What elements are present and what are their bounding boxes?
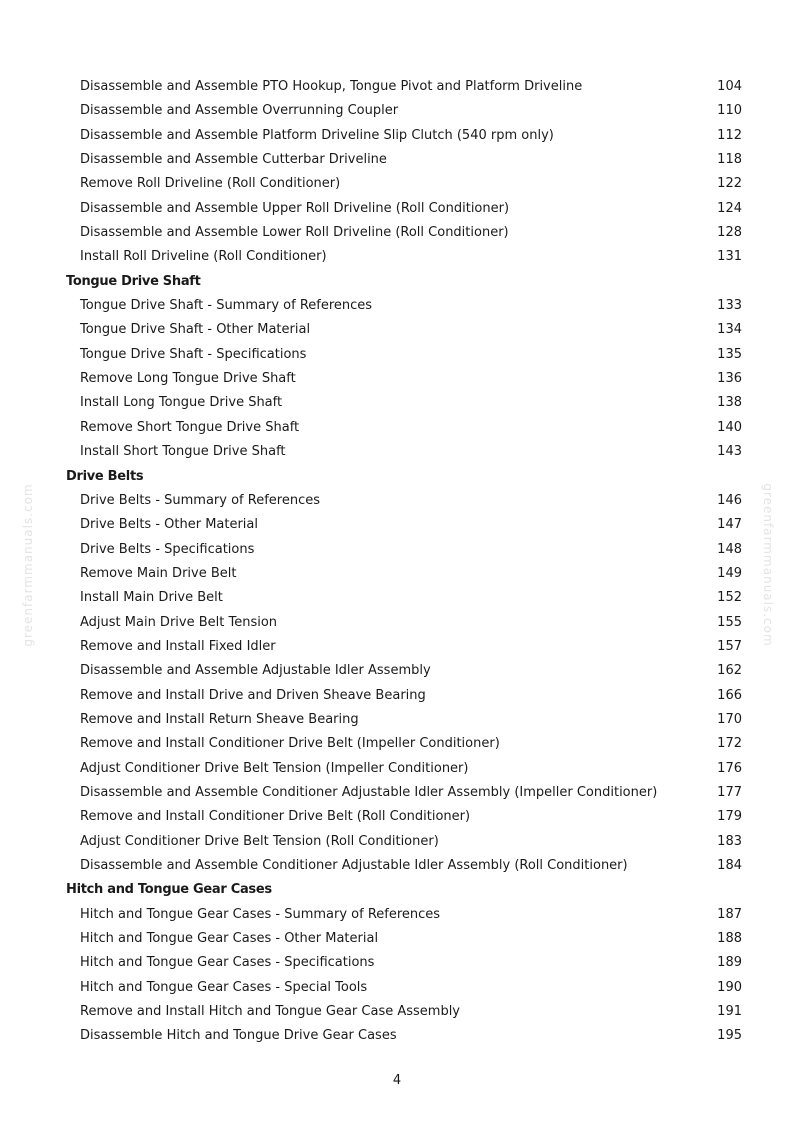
toc-entry[interactable] xyxy=(66,854,746,878)
toc-entry[interactable] xyxy=(66,99,746,123)
toc-entry-page: 134 xyxy=(717,322,742,338)
toc-section-heading[interactable] xyxy=(66,270,746,294)
toc-entry-title: Disassemble and Assemble Conditioner Adjustable Idler Assembly (Roll Conditioner) xyxy=(80,858,628,873)
toc-entry[interactable] xyxy=(66,148,746,172)
toc-entry-title: Remove and Install Conditioner Drive Belt (Impeller Conditioner) xyxy=(80,736,500,752)
toc-entry-title: Drive Belts - Specifications xyxy=(80,541,255,557)
toc-entry-title: Hitch and Tongue Gear Cases - Special Tools xyxy=(80,979,368,995)
toc-entry[interactable] xyxy=(66,172,746,196)
toc-entry[interactable] xyxy=(66,221,746,245)
toc-entry-page: 187 xyxy=(717,906,742,922)
toc-entry[interactable] xyxy=(66,391,746,415)
toc-entry-title: Hitch and Tongue Gear Cases - Specifications xyxy=(80,955,375,971)
toc-heading-title: Hitch and Tongue Gear Cases xyxy=(66,882,272,898)
toc-entry-title: Adjust Conditioner Drive Belt Tension (Roll Conditioner) xyxy=(80,833,439,849)
toc-entry-title: Tongue Drive Shaft - Other Material xyxy=(80,322,311,338)
toc-entry-title: Tongue Drive Shaft - Specifications xyxy=(80,346,307,362)
toc-entry-page: 140 xyxy=(717,419,742,435)
toc-entry-title: Adjust Conditioner Drive Belt Tension (Impeller Conditioner) xyxy=(80,760,469,776)
toc-entry-page: 135 xyxy=(717,346,742,362)
toc-entry[interactable] xyxy=(66,124,746,148)
toc-entry-page: 189 xyxy=(717,955,742,971)
toc-entry-title: Disassemble and Assemble Upper Roll Driveline (Roll Conditioner) xyxy=(80,200,510,216)
toc-entry-page: 190 xyxy=(717,979,742,995)
toc-entry-title: Disassemble and Assemble Platform Driveline Slip Clutch (540 rpm only) xyxy=(80,127,554,143)
toc-entry[interactable] xyxy=(66,538,746,562)
toc-entry[interactable] xyxy=(66,659,746,683)
toc-entry[interactable] xyxy=(66,343,746,367)
toc-entry[interactable] xyxy=(66,976,746,1000)
toc-entry[interactable] xyxy=(66,489,746,513)
toc-entry-page: 155 xyxy=(717,614,742,630)
toc-entry-title: Disassemble Hitch and Tongue Drive Gear Cases xyxy=(80,1028,397,1044)
toc-entry-title: Install Long Tongue Drive Shaft xyxy=(80,395,283,411)
toc-entry[interactable] xyxy=(66,1024,746,1048)
toc-entry-page: 172 xyxy=(717,736,742,752)
toc-entry[interactable] xyxy=(66,75,746,99)
toc-entry-title: Disassemble and Assemble Adjustable Idler Assembly xyxy=(80,663,431,679)
toc-entry[interactable] xyxy=(66,513,746,537)
toc-entry[interactable] xyxy=(66,294,746,318)
toc-entry-page: 191 xyxy=(717,1004,742,1020)
table-of-contents xyxy=(66,75,746,1049)
toc-entry-page: 128 xyxy=(717,225,742,241)
toc-entry-title: Remove Main Drive Belt xyxy=(80,565,237,581)
toc-entry[interactable] xyxy=(66,951,746,975)
toc-entry[interactable] xyxy=(66,757,746,781)
toc-entry-page: 166 xyxy=(717,687,742,703)
toc-entry-page: 147 xyxy=(717,517,742,533)
toc-entry-page: 179 xyxy=(717,809,742,825)
toc-entry-title: Hitch and Tongue Gear Cases - Summary of References xyxy=(80,906,441,922)
toc-entry-title: Disassemble and Assemble Overrunning Coupler xyxy=(80,103,399,119)
toc-entry-page: 136 xyxy=(717,371,742,387)
toc-entry-page: 157 xyxy=(717,638,742,654)
toc-entry-title: Hitch and Tongue Gear Cases - Other Material xyxy=(80,931,379,947)
toc-entry-title: Drive Belts - Summary of References xyxy=(80,492,320,508)
toc-entry[interactable] xyxy=(66,927,746,951)
page-number: 4 xyxy=(392,1073,402,1088)
toc-entry-page: 131 xyxy=(717,249,742,265)
toc-entry-page: 124 xyxy=(717,200,742,216)
toc-entry[interactable] xyxy=(66,197,746,221)
toc-entry-title: Disassemble and Assemble Conditioner Adjustable Idler Assembly (Impeller Conditioner) xyxy=(80,784,658,800)
toc-entry-page: 170 xyxy=(717,711,742,727)
toc-entry-page: 183 xyxy=(717,833,742,849)
toc-entry-page: 133 xyxy=(717,298,742,314)
toc-entry-title: Remove Short Tongue Drive Shaft xyxy=(80,419,300,435)
toc-entry-page: 176 xyxy=(717,760,742,776)
toc-entry-title: Install Short Tongue Drive Shaft xyxy=(80,444,286,460)
toc-entry-page: 184 xyxy=(717,858,742,873)
toc-entry-title: Install Main Drive Belt xyxy=(80,590,223,606)
toc-entry-page: 149 xyxy=(717,565,742,581)
toc-section-heading[interactable] xyxy=(66,465,746,489)
toc-entry-page: 152 xyxy=(717,590,742,606)
toc-entry-title: Drive Belts - Other Material xyxy=(80,517,259,533)
toc-entry[interactable] xyxy=(66,318,746,342)
toc-entry-title: Adjust Main Drive Belt Tension xyxy=(80,614,278,630)
toc-entry-page: 118 xyxy=(717,152,742,168)
toc-entry-title: Install Roll Driveline (Roll Conditioner) xyxy=(80,249,327,265)
toc-entry-page: 148 xyxy=(717,541,742,557)
toc-entry[interactable] xyxy=(66,416,746,440)
toc-entry-title: Remove and Install Hitch and Tongue Gear Case Assembly xyxy=(80,1004,461,1020)
toc-entry-page: 143 xyxy=(717,444,742,460)
watermark-right: greenfarmmanuals.com xyxy=(761,483,775,647)
watermark-left: greenfarmmanuals.com xyxy=(21,483,35,647)
toc-entry[interactable] xyxy=(66,635,746,659)
toc-entry-page: 177 xyxy=(717,784,742,800)
toc-entry-title: Remove Roll Driveline (Roll Conditioner) xyxy=(80,176,341,192)
toc-entry[interactable] xyxy=(66,903,746,927)
toc-entry[interactable] xyxy=(66,708,746,732)
toc-entry-page: 146 xyxy=(717,492,742,508)
toc-entry[interactable] xyxy=(66,440,746,464)
toc-entry-title: Disassemble and Assemble Cutterbar Driveline xyxy=(80,152,387,168)
toc-entry[interactable] xyxy=(66,562,746,586)
toc-entry-page: 110 xyxy=(717,103,742,119)
toc-entry[interactable] xyxy=(66,245,746,269)
toc-entry[interactable] xyxy=(66,830,746,854)
toc-entry-title: Remove Long Tongue Drive Shaft xyxy=(80,371,296,387)
toc-entry-page: 195 xyxy=(717,1028,742,1044)
toc-entry-title: Remove and Install Conditioner Drive Belt (Roll Conditioner) xyxy=(80,809,471,825)
toc-heading-title: Tongue Drive Shaft xyxy=(66,273,201,289)
toc-entry-page: 122 xyxy=(717,176,742,192)
toc-entry-title: Remove and Install Fixed Idler xyxy=(80,638,276,654)
toc-entry-title: Disassemble and Assemble PTO Hookup, Tongue Pivot and Platform Driveline xyxy=(80,79,583,94)
toc-entry[interactable] xyxy=(66,586,746,610)
toc-entry[interactable] xyxy=(66,684,746,708)
toc-heading-title: Drive Belts xyxy=(66,468,144,484)
toc-section-heading[interactable] xyxy=(66,878,746,902)
toc-entry-page: 162 xyxy=(717,663,742,679)
toc-entry[interactable] xyxy=(66,805,746,829)
toc-entry-title: Tongue Drive Shaft - Summary of References xyxy=(80,298,373,314)
toc-entry-title: Disassemble and Assemble Lower Roll Driveline (Roll Conditioner) xyxy=(80,225,509,241)
toc-entry[interactable] xyxy=(66,732,746,756)
toc-entry-page: 104 xyxy=(717,79,742,94)
toc-entry-page: 138 xyxy=(717,395,742,411)
toc-entry[interactable] xyxy=(66,367,746,391)
toc-entry[interactable] xyxy=(66,1000,746,1024)
toc-entry[interactable] xyxy=(66,611,746,635)
toc-entry[interactable] xyxy=(66,781,746,805)
toc-entry-title: Remove and Install Return Sheave Bearing xyxy=(80,711,359,727)
toc-entry-page: 112 xyxy=(717,127,742,143)
toc-entry-title: Remove and Install Drive and Driven Sheave Bearing xyxy=(80,687,426,703)
toc-entry-page: 188 xyxy=(717,931,742,947)
